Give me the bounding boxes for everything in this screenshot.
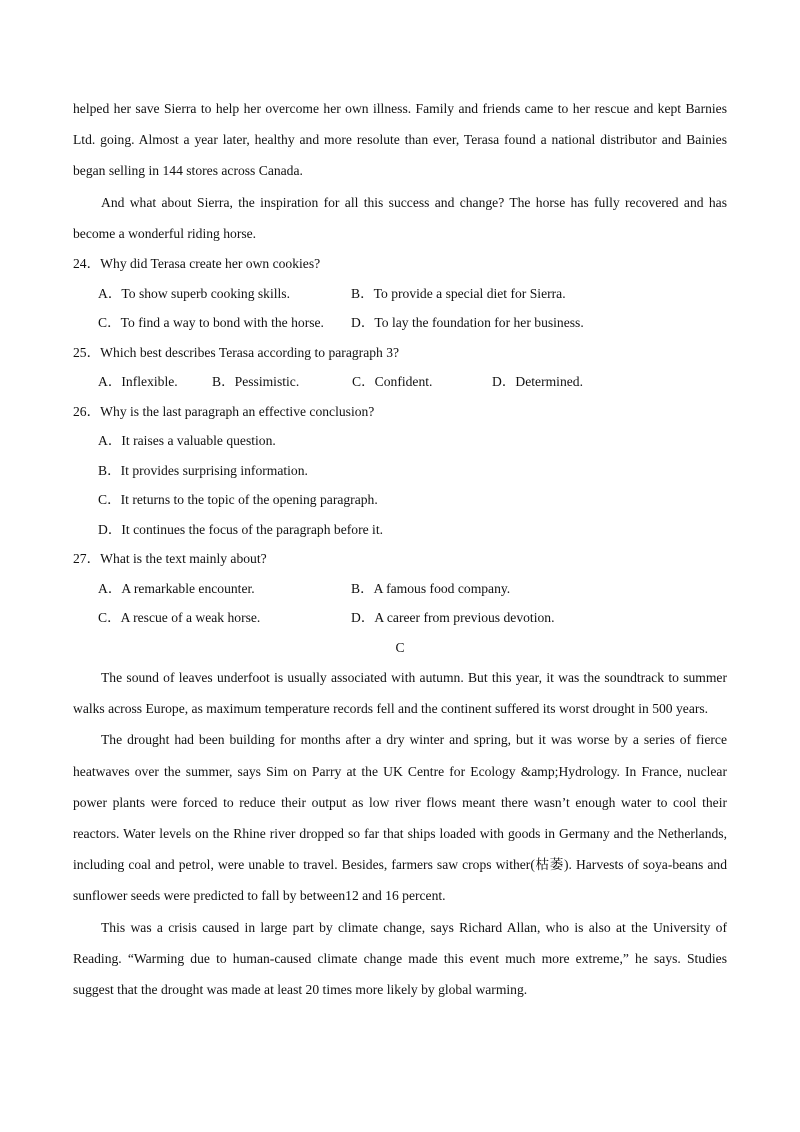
question-27-option-b[interactable]: B．A famous food company. bbox=[351, 580, 511, 596]
question-26-option-b[interactable]: B．It provides surprising information. bbox=[98, 462, 308, 478]
question-25-options bbox=[73, 367, 727, 397]
passage-c-paragraph: The sound of leaves underfoot is usually associated with autumn. But this year, it was the soundtrack to summer walks across Europe, as maximum temperature records fell and the continent suffered its worst drought in 500 years. bbox=[73, 670, 727, 717]
section-heading-c: C bbox=[395, 639, 405, 655]
passage-b-paragraph: helped her save Sierra to help her overcome her own illness. Family and friends came to her rescue and kept Barnies Ltd. going. Almost a year later, healthy and more resolute than ever, Terasa found a national distributor and Bainies began selling in 144 stores across Canada. bbox=[73, 101, 727, 179]
question-25-option-c[interactable]: C．Confident. bbox=[352, 374, 433, 390]
question-24-option-a[interactable]: A．To show superb cooking skills. bbox=[98, 285, 290, 301]
passage-c-paragraph: This was a crisis caused in large part by climate change, says Richard Allan, who is also at the University of Reading. “Warming due to human-caused climate change made this event much more extreme,” he says. Studies suggest that the drought was made at least 20 times more likely by global warming. bbox=[73, 919, 727, 998]
question-26-option-c[interactable]: C．It returns to the topic of the opening paragraph. bbox=[98, 492, 378, 508]
question-27-options bbox=[73, 574, 727, 633]
passage-c-paragraph: The drought had been building for months after a dry winter and spring, but it was worse by a series of fierce heatwaves over the summer, says Sim on Parry at the UK Centre for Ecology &amp;Hydrology. In France, nuclear power plants were forced to reduce their output as low river flows meant there wasn’t enough water to cool their reactors. Water levels on the Rhine river dropped so far that ships loaded with goods in Germany and the Netherlands, including coal and petrol, were unable to travel. Besides, farmers saw crops wither(枯萎). Harvests of soya-beans and sunflower seeds were predicted to fall by between12 and 16 percent. bbox=[73, 732, 727, 904]
question-26-option-d[interactable]: D．It continues the focus of the paragraph before it. bbox=[98, 521, 383, 537]
question-27-option-c[interactable]: C．A rescue of a weak horse. bbox=[98, 610, 261, 626]
question-24-option-b[interactable]: B．To provide a special diet for Sierra. bbox=[351, 285, 566, 301]
question-24-stem: 24．Why did Terasa create her own cookies? bbox=[73, 256, 321, 272]
question-25-option-b[interactable]: B．Pessimistic. bbox=[212, 374, 300, 390]
question-27-stem: 27．What is the text mainly about? bbox=[73, 551, 267, 567]
question-26-stem: 26．Why is the last paragraph an effective conclusion? bbox=[73, 403, 375, 419]
question-24-option-c[interactable]: C．To find a way to bond with the horse. bbox=[98, 315, 324, 331]
question-24-options bbox=[73, 279, 727, 338]
question-24-option-d[interactable]: D．To lay the foundation for her business. bbox=[351, 315, 584, 331]
question-25-stem: 25．Which best describes Terasa according to paragraph 3? bbox=[73, 344, 400, 360]
passage-b-paragraph: And what about Sierra, the inspiration for all this success and change? The horse has fully recovered and has become a wonderful riding horse. bbox=[73, 194, 727, 241]
question-25-option-a[interactable]: A．Inflexible. bbox=[98, 374, 178, 390]
question-27-option-a[interactable]: A．A remarkable encounter. bbox=[98, 580, 255, 596]
question-27-option-d[interactable]: D．A career from previous devotion. bbox=[351, 610, 555, 626]
question-26-options bbox=[73, 426, 727, 544]
question-25-option-d[interactable]: D．Determined. bbox=[492, 374, 583, 390]
question-26-option-a[interactable]: A．It raises a valuable question. bbox=[98, 433, 276, 449]
document-page bbox=[73, 93, 727, 1005]
